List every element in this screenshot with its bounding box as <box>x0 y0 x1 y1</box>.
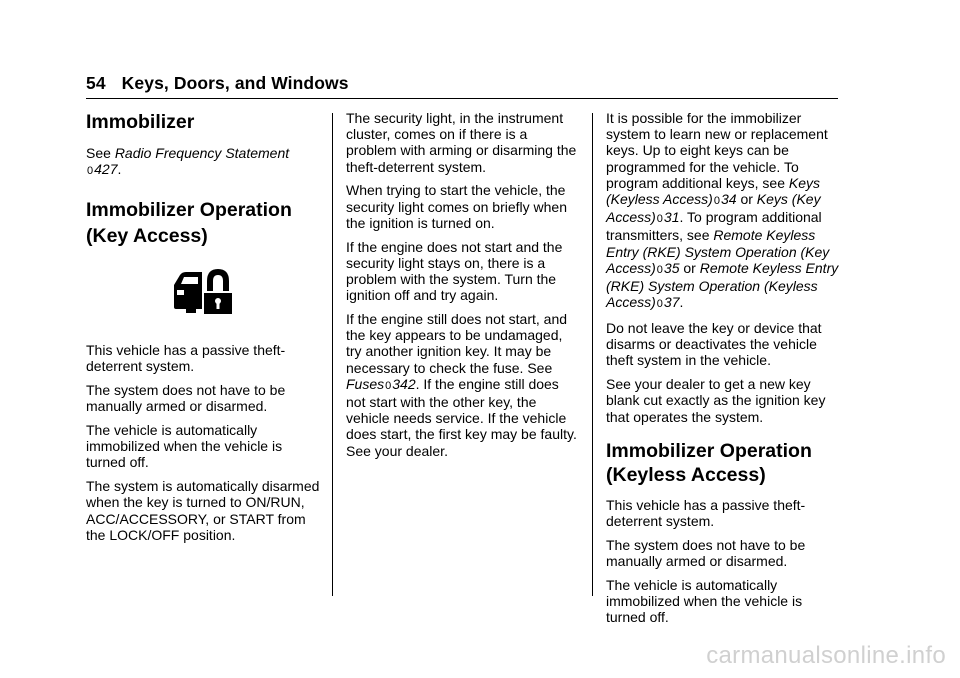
column-divider-left <box>332 113 333 596</box>
heading-immobilizer-operation-key-access: Immobilizer Operation (Key Access) <box>86 199 292 248</box>
column-2 <box>346 110 580 466</box>
radio-frequency-link[interactable]: Radio Frequency Statement <box>114 145 290 161</box>
paragraph: The system does not have to be manually armed or disarmed. <box>86 382 286 415</box>
column-3 <box>606 110 842 633</box>
paragraph: The vehicle is automatically immobilized when the vehicle is turned off. <box>606 576 803 626</box>
page-ref-arrow-icon: 0 <box>656 213 663 226</box>
heading-immobilizer-operation-keyless-access: Immobilizer Operation (Keyless Access) <box>606 439 812 486</box>
paragraph: The system is automatically disarmed when the key is turned to ON/RUN, ACC/ACCESSORY, or START from the LOCK/OFF position. <box>86 478 320 543</box>
paragraph: This vehicle has a passive theft-deterrent system. <box>606 496 806 530</box>
security-lock-icon <box>172 265 234 315</box>
keys-key-access-link[interactable]: Keys (Key Access) <box>606 191 821 226</box>
paragraph: The vehicle is automatically immobilized when the vehicle is turned off. <box>86 422 283 471</box>
page-ref-35[interactable]: 35 <box>663 259 680 276</box>
page-ref-31[interactable]: 31 <box>663 209 680 226</box>
page-number: 54 <box>86 73 106 93</box>
keys-keyless-access-link[interactable]: Keys (Keyless Access) <box>606 174 821 208</box>
page-header <box>86 73 349 94</box>
paragraph-program-keys: It is possible for the immobilizer system to learn new or replacement keys. Up to eight keys can be programmed for the vehicle. To program additional keys, see Keys (Keyless Access)034 or Keys (Key Access)031. To program additional transmitters, see Remote Keyless Entry (RKE) System Operation (Key Access)035 or Remote Keyless Entry (RKE) System Operation (Keyless Access)037. <box>606 110 842 312</box>
paragraph: The security light, in the instrument cluster, comes on if there is a problem with arming or disarming the theft-deterrent system. <box>346 110 577 175</box>
page-ref-arrow-icon: 0 <box>656 298 663 311</box>
column-1 <box>86 110 321 249</box>
fuses-link[interactable]: Fuses <box>346 375 385 392</box>
paragraph: The system does not have to be manually armed or disarmed. <box>606 536 806 570</box>
paragraph: This vehicle has a passive theft-deterrent system. <box>86 342 286 375</box>
column-divider-right <box>592 113 593 596</box>
paragraph-fuses: If the engine still does not start, and the key appears to be undamaged, try another ignition key. It may be necessary to check the fuse. See Fuses0342. If the engine still does not start with the other key, the vehicle needs service. If the vehicle does start, the first key may be faulty. See your dealer. <box>346 311 577 459</box>
page-ref-427[interactable]: 427 <box>94 161 118 178</box>
page-ref-37[interactable]: 37 <box>663 294 680 311</box>
heading-immobilizer: Immobilizer <box>86 111 195 133</box>
header-rule <box>86 98 838 99</box>
watermark: carmanualsonline.info <box>706 642 946 669</box>
page-ref-342[interactable]: 342 <box>392 375 416 392</box>
rke-key-access-link[interactable]: Remote Keyless Entry (RKE) System Operation (Key Access) <box>606 227 830 276</box>
section-title: Keys, Doors, and Windows <box>121 73 349 93</box>
paragraph: See your dealer to get a new key blank cut exactly as the ignition key that operates the system. <box>606 376 826 425</box>
page-ref-arrow-icon: 0 <box>87 165 94 178</box>
rke-keyless-access-link[interactable]: Remote Keyless Entry (RKE) System Operation (Keyless Access) <box>606 259 839 311</box>
column-1-body <box>86 342 321 551</box>
page-ref-arrow-icon: 0 <box>713 195 720 208</box>
paragraph: If the engine does not start and the security light stays on, there is a problem with the system. Turn the ignition off and try again. <box>346 238 563 304</box>
see-also-reference: See Radio Frequency Statement 0427. <box>86 145 321 179</box>
paragraph: Do not leave the key or device that disarms or deactivates the vehicle theft system in the vehicle. <box>606 320 822 369</box>
page-ref-arrow-icon: 0 <box>385 379 392 392</box>
paragraph: When trying to start the vehicle, the security light comes on briefly when the ignition is turned on. <box>346 182 567 231</box>
page-ref-34[interactable]: 34 <box>720 191 737 208</box>
page-ref-arrow-icon: 0 <box>656 263 663 276</box>
